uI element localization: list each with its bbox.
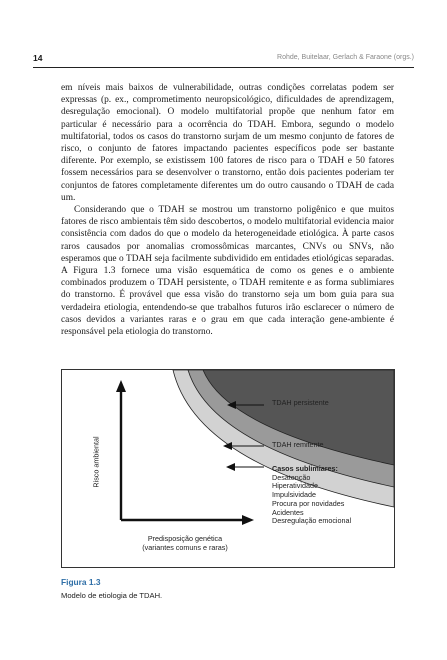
paragraph-2: Considerando que o TDAH se mostrou um transtorno poligênico e que muitos fatores de risco ambientais têm sido descobertos, o modelo multifatorial evidencia maior consistência com dados do que o modelo da heterogeneidade etiológica. À parte casos raros causados por anomalias cromossômicas marcantes, CNVs ou SNVs, não esperamos que o TDAH seja facilmente subdividido em entidades etiológicas separadas. A Figura 1.3 fornece uma visão esquemática de como os genes e o ambiente combinados produzem o TDAH persistente, o TDAH remitente e as forma sublimiares do transtorno. É provável que essa visão do transtorno seja um bom guia para sua verdadeira etiologia, entendendo-se que trabalhos futuros irão esclarecer o número de casos devidos a variantes raras e o grau em que cada interação gene-ambiente é responsável pela etiologia do transtorno. (61, 205, 394, 338)
page-header (33, 53, 414, 68)
sublimiares-item: Desatenção (272, 472, 311, 482)
figure-caption: Modelo de etiologia de TDAH. (61, 591, 163, 600)
label-tdah-remitente: TDAH remitente (272, 440, 324, 449)
arrow-sublimiares-head (226, 463, 235, 471)
x-axis-label-line-2: (variantes comuns e raras) (142, 542, 228, 552)
y-axis-label: Risco ambiental (91, 436, 101, 488)
x-axis-arrow (242, 515, 254, 525)
page-number: 14 (33, 53, 43, 63)
sublimiares-title: Casos sublimiares: (272, 464, 338, 473)
paragraph-1: em níveis mais baixos de vulnerabilidade, outras condições correlatas podem ser expressas (p. ex., comprometimento neuropsicológico, dificuldades de aprendizagem, desregulação emocional). O modelo multifatorial propõe que nenhum fator em particular é necessário para a ocorrência do TDAH. Embora, segundo o modelo multifatorial, todos os casos do transtorno surjam de um mesmo conjunto de fatores de risco, o conjunto de fatores impactando pacientes específicos pode ser bastante diferente. Por exemplo, se existissem 100 fatores de risco para o TDAH e 50 fatores fossem necessários para se desenvolver o transtorno, então dois pacientes poderiam ter conjuntos de fatores completamente diferentes um do outro causando o TDAH de cada um. (61, 83, 394, 203)
sublimiares-item: Impulsividade (272, 490, 316, 500)
sublimiares-item: Acidentes (272, 507, 304, 517)
figure-number: Figura 1.3 (61, 577, 101, 587)
sublimiares-list (272, 465, 351, 526)
sublimiares-item: Procura por novidades (272, 498, 345, 508)
sublimiares-item: Desregulação emocional (272, 516, 352, 526)
sublimiares-item: Hiperatividade (272, 481, 318, 491)
running-head: Rohde, Buitelaar, Gerlach & Faraone (orgs.) (277, 54, 414, 61)
label-tdah-persistente: TDAH persistente (272, 398, 329, 407)
figure-1-3 (61, 369, 395, 568)
x-axis-label-line-1: Predisposição genética (147, 534, 223, 543)
body-text (61, 82, 394, 338)
y-axis-arrow (116, 380, 126, 392)
x-axis-label (135, 535, 235, 552)
